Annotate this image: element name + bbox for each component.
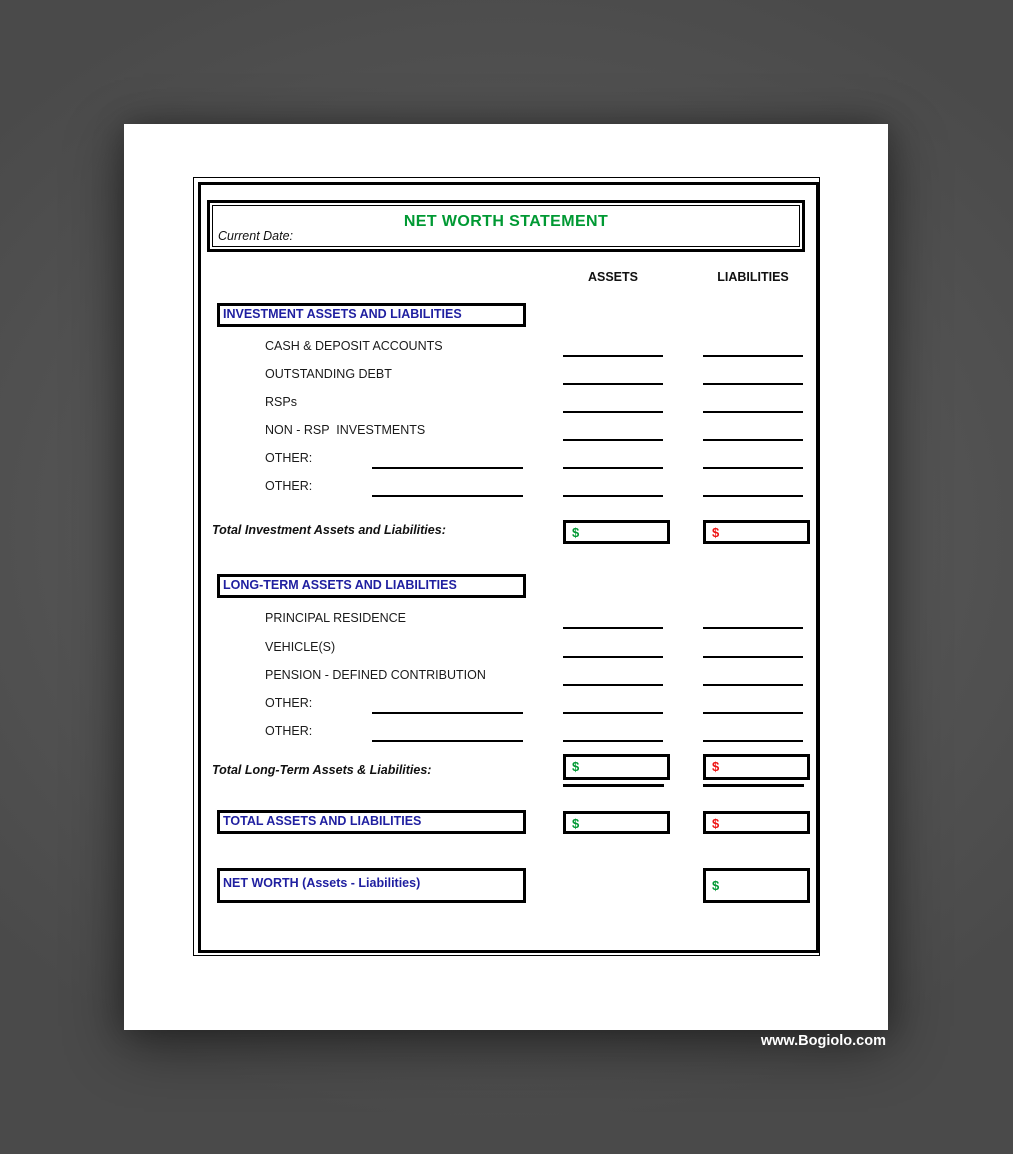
assets-input-line[interactable] <box>563 684 663 686</box>
row-label: OTHER: <box>265 451 313 465</box>
assets-total-rule <box>563 784 664 787</box>
assets-input-line[interactable] <box>563 712 663 714</box>
other-description-line[interactable] <box>372 467 523 469</box>
row-label: OUTSTANDING DEBT <box>265 367 392 381</box>
dollar-sign: $ <box>712 525 720 540</box>
row-label: CASH & DEPOSIT ACCOUNTS <box>265 339 443 353</box>
dollar-sign: $ <box>712 759 720 774</box>
liabilities-input-line[interactable] <box>703 740 803 742</box>
assets-input-line[interactable] <box>563 383 663 385</box>
dollar-sign: $ <box>712 878 720 893</box>
total-longterm-liabilities-box[interactable] <box>703 754 810 780</box>
assets-column-header: ASSETS <box>587 270 638 284</box>
liabilities-input-line[interactable] <box>703 627 803 629</box>
assets-input-line[interactable] <box>563 627 663 629</box>
assets-input-line[interactable] <box>563 411 663 413</box>
total-investment-label: Total Investment Assets and Liabilities: <box>212 523 446 537</box>
row-label: PRINCIPAL RESIDENCE <box>265 611 407 625</box>
net-worth-box[interactable] <box>703 868 810 903</box>
grand-total-liabilities-box[interactable] <box>703 811 810 834</box>
website-link[interactable]: www.Bogiolo.com <box>760 1033 886 1049</box>
liabilities-input-line[interactable] <box>703 495 803 497</box>
row-label: OTHER: <box>265 696 313 710</box>
row-label: OTHER: <box>265 724 313 738</box>
liabilities-total-rule <box>703 784 804 787</box>
page-title: NET WORTH STATEMENT <box>403 213 609 230</box>
row-label: VEHICLE(S) <box>265 640 336 654</box>
assets-input-line[interactable] <box>563 439 663 441</box>
liabilities-input-line[interactable] <box>703 467 803 469</box>
liabilities-input-line[interactable] <box>703 712 803 714</box>
section-header-total: TOTAL ASSETS AND LIABILITIES <box>217 810 526 834</box>
section-header-investment: INVESTMENT ASSETS AND LIABILITIES <box>217 303 526 327</box>
row-label: NON - RSP INVESTMENTS <box>265 423 426 437</box>
grand-total-assets-box[interactable] <box>563 811 670 834</box>
dollar-sign: $ <box>572 525 580 540</box>
row-label: OTHER: <box>265 479 313 493</box>
liabilities-input-line[interactable] <box>703 439 803 441</box>
total-longterm-assets-box[interactable] <box>563 754 670 780</box>
assets-input-line[interactable] <box>563 495 663 497</box>
liabilities-input-line[interactable] <box>703 684 803 686</box>
section-header-networth: NET WORTH (Assets - Liabilities) <box>217 868 526 903</box>
total-investment-liabilities-box[interactable] <box>703 520 810 544</box>
current-date-label[interactable]: Current Date: <box>218 229 294 243</box>
liabilities-column-header: LIABILITIES <box>717 270 789 284</box>
assets-input-line[interactable] <box>563 740 663 742</box>
liabilities-input-line[interactable] <box>703 355 803 357</box>
liabilities-input-line[interactable] <box>703 383 803 385</box>
assets-input-line[interactable] <box>563 467 663 469</box>
document-page <box>124 124 888 1030</box>
dollar-sign: $ <box>712 816 720 831</box>
form-inner-border <box>198 182 819 953</box>
liabilities-input-line[interactable] <box>703 411 803 413</box>
section-header-longterm: LONG-TERM ASSETS AND LIABILITIES <box>217 574 526 598</box>
total-investment-assets-box[interactable] <box>563 520 670 544</box>
title-box <box>207 200 805 252</box>
assets-input-line[interactable] <box>563 656 663 658</box>
other-description-line[interactable] <box>372 495 523 497</box>
liabilities-input-line[interactable] <box>703 656 803 658</box>
dollar-sign: $ <box>572 816 580 831</box>
dollar-sign: $ <box>572 759 580 774</box>
other-description-line[interactable] <box>372 740 523 742</box>
assets-input-line[interactable] <box>563 355 663 357</box>
row-label: PENSION - DEFINED CONTRIBUTION <box>265 668 486 682</box>
title-box-inner <box>212 205 800 247</box>
total-longterm-label: Total Long-Term Assets & Liabilities: <box>212 763 432 777</box>
other-description-line[interactable] <box>372 712 523 714</box>
row-label: RSPs <box>265 395 297 409</box>
